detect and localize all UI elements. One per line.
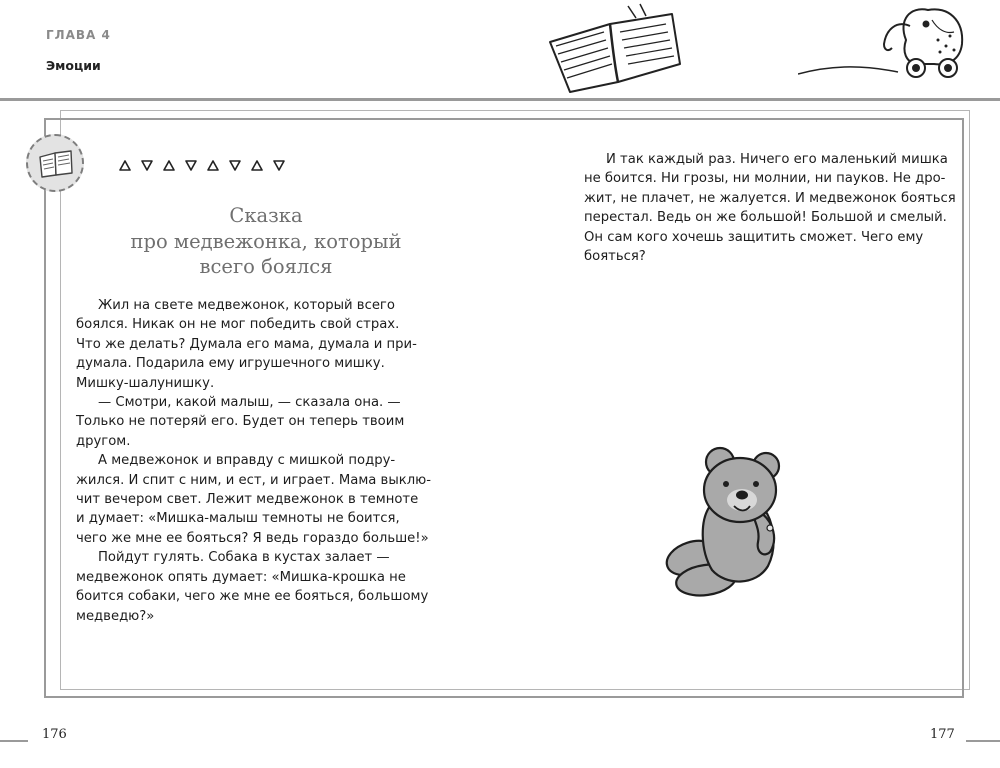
book-badge [26, 134, 84, 192]
story-title-line: Сказка [229, 204, 303, 227]
page-number-right: 177 [930, 727, 955, 742]
text-line: И так каждый раз. Ничего его маленький мишка [606, 152, 948, 167]
header-rule [0, 98, 1000, 101]
text-line: чит вечером свет. Лежит медвежонок в темноте [76, 492, 419, 508]
chapter-title: Эмоции [46, 58, 101, 73]
text-line: медвежонок опять думает: «Мишка-крошка не [76, 569, 406, 585]
text-line: боится собаки, чего же мне ее бояться, большому [76, 589, 429, 605]
open-book-icon [540, 2, 690, 94]
text-line: А медвежонок и вправду с мишкой подру- [98, 453, 396, 469]
text-line: Он сам кого хочешь защитить сможет. Чего ему [584, 229, 924, 245]
text-line: не боится. Ни грозы, ни молнии, ни пауков. Не дро- [584, 171, 946, 187]
story-title-line: всего боялся [199, 255, 333, 278]
story-title-line: про медвежонка, который [130, 229, 402, 253]
text-line: боялся. Никак он не мог победить свой страх. [76, 317, 400, 333]
text-line: думала. Подарила ему игрушечного мишку. [76, 356, 385, 372]
elephant-pull-toy-icon [798, 0, 968, 92]
text-line: жился. И спит с ним, и ест, и играет. Мама выклю- [76, 472, 431, 488]
teddy-bear-icon [660, 440, 790, 600]
chapter-label: ГЛАВА 4 [46, 28, 111, 42]
text-line: жит, не плачет, не жалуется. И медвежонок бояться [584, 190, 956, 206]
story-title [96, 203, 436, 280]
text-line: медведю?» [76, 608, 155, 624]
text-line: Только не потеряй его. Будет он теперь твоим [76, 414, 405, 430]
footer-rule [0, 740, 28, 742]
text-line: Пойдут гулять. Собака в кустах залает — [98, 550, 390, 566]
text-line: Мишку-шалунишку. [76, 375, 215, 391]
story-column-right [584, 150, 956, 266]
text-line: чего же мне ее бояться? Я ведь гораздо больше!» [76, 530, 429, 546]
text-line: Жил на свете медвежонок, который всего [98, 298, 395, 313]
text-line: бояться? [584, 249, 646, 265]
text-line: Что же делать? Думала его мама, думала и при- [76, 336, 417, 352]
triangles-ornament-icon [118, 158, 298, 172]
book-badge-icon [37, 147, 75, 181]
page-number-left: 176 [42, 727, 67, 742]
story-column-left [76, 296, 431, 626]
footer-rule [966, 740, 1000, 742]
text-line: другом. [76, 433, 131, 449]
text-line: и думает: «Мишка-малыш темноты не боится, [76, 511, 400, 527]
text-line: перестал. Ведь он же большой! Большой и смелый. [584, 210, 947, 226]
text-line: — Смотри, какой малыш, — сказала она. — [98, 395, 401, 411]
